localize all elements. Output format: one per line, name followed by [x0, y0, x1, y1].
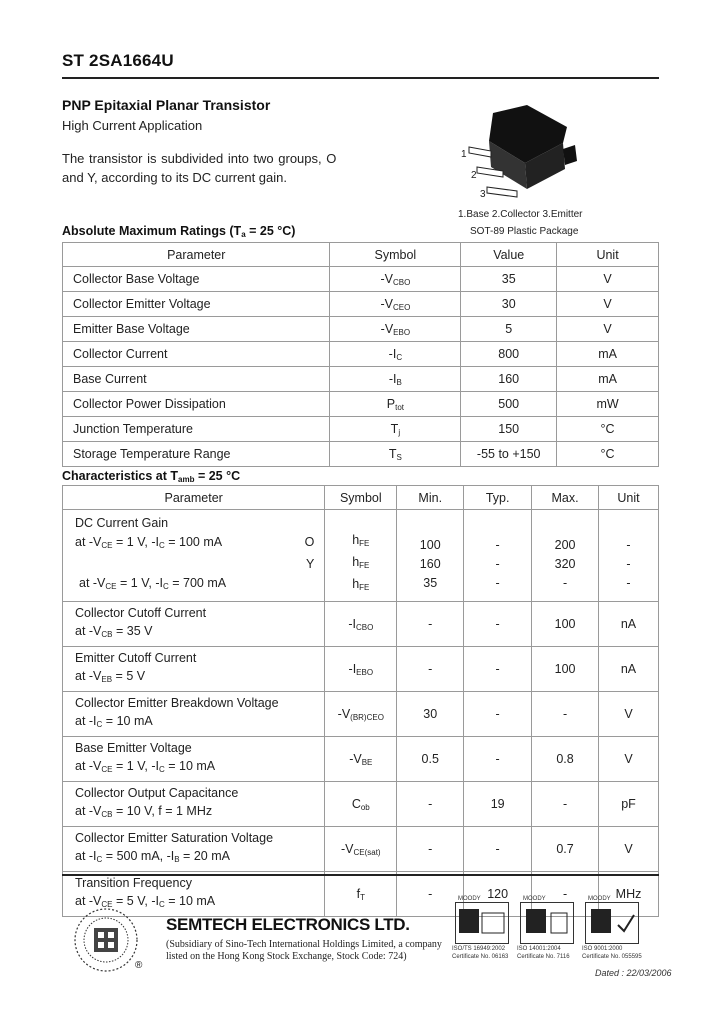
abs-max-row [63, 392, 659, 417]
chars-param-title: Base Emitter Voltage [75, 741, 192, 755]
chars-typ: 19 [464, 782, 532, 827]
chars-header-typ: Typ. [464, 486, 532, 510]
moody-logo-icon [586, 903, 638, 943]
symbol-sub: CBO [355, 622, 374, 632]
symbol-sub: C [396, 352, 403, 362]
dc-gain-max: 320 [554, 556, 576, 571]
abs-max-param: Collector Current [63, 342, 330, 367]
chars-typ: - [464, 692, 532, 737]
cert3-moody: MOODY [588, 896, 611, 902]
chars-header-unit: Unit [599, 486, 659, 510]
abs-max-header-parameter: Parameter [63, 243, 330, 267]
abs-max-value: 150 [461, 417, 557, 442]
symbol-main: -V [340, 841, 354, 856]
chars-max: - [532, 872, 599, 917]
cert-badge-iso9001 [585, 896, 639, 944]
chars-param-condition: at $-V_{EB} = 5$ V [75, 669, 146, 684]
chars-unit: V [599, 827, 659, 872]
abs-max-header-unit: Unit [557, 243, 659, 267]
chars-min: - [397, 872, 464, 917]
abs-max-row [63, 442, 659, 467]
symbol-main: -I [388, 346, 397, 361]
abs-max-symbol [330, 392, 461, 417]
cert-badge-ts16949 [455, 896, 509, 944]
moody-logo-icon [456, 903, 508, 943]
symbol-sub: S [396, 452, 402, 462]
company-subsidiary-line: (Subsidiary of Sino-Tech International Holdings Limited, a company [166, 939, 442, 950]
abs-max-unit: mW [557, 392, 659, 417]
symbol-main: f [356, 886, 361, 901]
chars-param-condition: at $-V_{CB} = 35$ V [75, 624, 153, 639]
symbol-sub: j [398, 427, 401, 437]
chars-max: - [532, 782, 599, 827]
chars-unit: MHz [599, 872, 659, 917]
symbol-sub: EBO [393, 327, 411, 337]
symbol-sub: BE [361, 757, 373, 767]
chars-typ: 120 [464, 872, 532, 917]
description-line-2: and Y, according to its DC current gain. [62, 170, 287, 185]
dc-gain-unit: - [626, 537, 631, 552]
footer-rule [62, 874, 659, 876]
abs-max-value: 500 [461, 392, 557, 417]
abs-max-param: Collector Power Dissipation [63, 392, 330, 417]
pins-legend: 1.Base 2.Collector 3.Emitter [458, 209, 583, 220]
chars-param-title: Transition Frequency [75, 876, 192, 890]
pin-3-label: 3 [480, 189, 486, 200]
chars-max: 100 [532, 602, 599, 647]
chars-symbol [325, 872, 397, 917]
chars-symbol [325, 602, 397, 647]
chars-max: 0.8 [532, 737, 599, 782]
chars-min: - [397, 782, 464, 827]
page-title: ST 2SA1664U [62, 51, 174, 70]
abs-max-header-symbol: Symbol [330, 243, 461, 267]
symbol-sub: T [360, 892, 365, 902]
product-heading: PNP Epitaxial Planar Transistor [62, 97, 271, 113]
abs-max-unit: °C [557, 417, 659, 442]
symbol-sub: CBO [392, 277, 411, 287]
dc-gain-max: - [562, 575, 568, 590]
dc-gain-min-cell [397, 510, 464, 602]
chars-param-condition: at $-V_{CE} = 1$ V, $-I_C = 10$ mA [75, 759, 216, 774]
application-text: High Current Application [62, 118, 203, 133]
abs-max-heading [62, 224, 295, 239]
chars-param-title: Collector Output Capacitance [75, 786, 239, 800]
abs-max-row [63, 367, 659, 392]
abs-max-unit: mA [557, 367, 659, 392]
chars-param-condition: at $-I_C = 10$ mA [75, 714, 153, 729]
abs-max-value: 35 [461, 267, 557, 292]
dc-gain-min: 35 [423, 575, 438, 590]
abs-max-value: 5 [461, 317, 557, 342]
company-listing-line: listed on the Hong Kong Stock Exchange, Stock Code: 724) [166, 951, 407, 962]
cert2-number: Certificate No. 7116 [517, 954, 570, 960]
dc-gain-typ: - [495, 575, 500, 590]
abs-max-value: -55 to +150 [461, 442, 557, 467]
cert1-moody: MOODY [458, 896, 481, 902]
abs-max-table [62, 242, 659, 467]
chars-unit: nA [599, 647, 659, 692]
chars-max: 100 [532, 647, 599, 692]
abs-max-param: Junction Temperature [63, 417, 330, 442]
symbol-main: -V [380, 296, 393, 311]
chars-param [63, 737, 325, 782]
abs-max-symbol [330, 317, 461, 342]
symbol-sub: CEO [392, 302, 411, 312]
abs-max-symbol [330, 367, 461, 392]
symbol-main: -V [337, 706, 351, 721]
symbol-sub: tot [395, 402, 404, 412]
chars-header-row [63, 486, 659, 510]
cert-badge-iso14001 [520, 896, 574, 944]
chars-param-condition: at $-V_{CE} = 5$ V, $-I_C = 10$ mA [75, 894, 216, 909]
chars-param-title: Collector Cutoff Current [75, 606, 207, 620]
symbol-main: -I [348, 616, 356, 631]
chars-header-max: Max. [532, 486, 599, 510]
dc-gain-min: 160 [419, 556, 441, 571]
dc-gain-group-y: Y [305, 556, 315, 571]
abs-max-row [63, 417, 659, 442]
dc-gain-min: 100 [419, 537, 441, 552]
dc-gain-cond-1: at $-V_{CE} = 1$ V, $-I_C = 100$ mA [75, 534, 223, 550]
chars-typ: - [464, 827, 532, 872]
chars-max: - [532, 692, 599, 737]
abs-max-unit: V [557, 267, 659, 292]
abs-max-value: 800 [461, 342, 557, 367]
symbol-main: T [390, 421, 399, 436]
chars-param [63, 602, 325, 647]
symbol-sub: B [396, 377, 402, 387]
chars-param-title: Collector Emitter Saturation Voltage [75, 831, 274, 845]
chars-row [63, 827, 659, 872]
dc-gain-max-cell [532, 510, 599, 602]
abs-max-param: Base Current [63, 367, 330, 392]
abs-max-unit: V [557, 317, 659, 342]
chars-row [63, 602, 659, 647]
cert2-moody: MOODY [523, 896, 546, 902]
abs-max-unit: °C [557, 442, 659, 467]
abs-max-value: 160 [461, 367, 557, 392]
chars-min: - [397, 827, 464, 872]
dc-gain-typ: - [495, 537, 500, 552]
chars-symbol [325, 692, 397, 737]
chars-heading [62, 469, 240, 484]
symbol-main: -V [349, 751, 362, 766]
abs-max-header-value: Value [461, 243, 557, 267]
symbol-main: -V [380, 271, 393, 286]
symbol-main: h [352, 533, 360, 547]
abs-max-param: Storage Temperature Range [63, 442, 330, 467]
abs-max-unit: V [557, 292, 659, 317]
dated-label: Dated : 22/03/2006 [595, 968, 672, 978]
abs-max-unit: mA [557, 342, 659, 367]
moody-logo-icon [521, 903, 573, 943]
chars-row-dc-gain [63, 510, 659, 602]
dc-gain-typ: - [495, 556, 500, 571]
chars-unit: V [599, 692, 659, 737]
symbol-main: -I [388, 371, 397, 386]
dc-gain-unit-cell [599, 510, 659, 602]
symbol-main: -V [380, 321, 394, 336]
cert3-standard: ISO 9001:2000 [582, 946, 623, 952]
chars-symbol [325, 647, 397, 692]
registered-mark: ® [135, 960, 143, 971]
chars-typ: - [464, 737, 532, 782]
chars-row [63, 782, 659, 827]
chars-param [63, 692, 325, 737]
abs-max-heading-sub: a [241, 230, 246, 239]
cert1-number: Certificate No. 06163 [452, 954, 509, 960]
chars-row [63, 647, 659, 692]
chars-header-parameter: Parameter [63, 486, 325, 510]
chars-param-title: Collector Emitter Breakdown Voltage [75, 696, 279, 710]
dc-gain-cond-2: at $-V_{CE} = 1$ V, $-I_C = 700$ mA [79, 575, 227, 591]
abs-max-symbol [330, 442, 461, 467]
sot89-package-icon [455, 105, 605, 215]
chars-row [63, 692, 659, 737]
symbol-sub: EBO [356, 667, 374, 677]
pin-2-label: 2 [471, 170, 477, 181]
dc-gain-group-o: O [304, 534, 315, 549]
chars-param [63, 782, 325, 827]
description-line-1: The transistor is subdivided into two groups, O [62, 151, 337, 166]
symbol-main: h [352, 555, 360, 569]
symbol-sub: FE [359, 561, 370, 570]
chars-min: 0.5 [397, 737, 464, 782]
abs-max-header-row [63, 243, 659, 267]
symbol-main: P [386, 396, 396, 411]
symbol-main: C [351, 796, 361, 811]
chars-unit: nA [599, 602, 659, 647]
chars-header-symbol: Symbol [325, 486, 397, 510]
dc-gain-unit: - [626, 575, 631, 590]
abs-max-heading-post: = 25 °C) [245, 224, 296, 238]
chars-unit: pF [599, 782, 659, 827]
symbol-sub: (BR)CEO [350, 712, 384, 722]
chars-symbol [325, 827, 397, 872]
abs-max-param: Collector Emitter Voltage [63, 292, 330, 317]
symbol-main: T [388, 446, 397, 461]
abs-max-symbol [330, 292, 461, 317]
abs-max-heading-pre: Absolute Maximum Ratings (T [62, 224, 242, 238]
symbol-sub: CE(sat) [353, 847, 381, 857]
abs-max-param: Collector Base Voltage [63, 267, 330, 292]
chars-header-min: Min. [397, 486, 464, 510]
chars-symbol [325, 737, 397, 782]
chars-unit: V [599, 737, 659, 782]
chars-heading-post: = 25 °C [194, 469, 241, 483]
symbol-sub: FE [359, 539, 370, 548]
abs-max-symbol [330, 417, 461, 442]
chars-param [63, 827, 325, 872]
pin-1-label: 1 [461, 149, 467, 160]
abs-max-param: Emitter Base Voltage [63, 317, 330, 342]
abs-max-row [63, 292, 659, 317]
abs-max-symbol [330, 342, 461, 367]
chars-param [63, 647, 325, 692]
chars-min: - [397, 647, 464, 692]
chars-heading-sub: amb [178, 475, 195, 484]
dc-gain-typ-cell [464, 510, 532, 602]
cert2-standard: ISO 14001:2004 [517, 946, 561, 952]
chars-min: - [397, 602, 464, 647]
chars-typ: - [464, 647, 532, 692]
title-rule [62, 77, 659, 79]
dc-gain-title: DC Current Gain [75, 515, 169, 530]
dc-gain-param [63, 510, 325, 602]
symbol-sub: FE [359, 583, 370, 592]
chars-param-condition: at $-V_{CB} = 10$ V, f = 1 MHz [75, 804, 213, 819]
chars-max: 0.7 [532, 827, 599, 872]
cert3-number: Certificate No. 055595 [582, 954, 642, 960]
chars-row [63, 737, 659, 782]
dc-gain-unit: - [626, 556, 631, 571]
semtech-globe-logo [72, 906, 143, 974]
abs-max-symbol [330, 267, 461, 292]
chars-min: 30 [397, 692, 464, 737]
company-name: SEMTECH ELECTRONICS LTD. [166, 915, 410, 934]
symbol-sub: ob [360, 802, 370, 812]
dc-gain-max: 200 [554, 537, 576, 552]
chars-heading-pre: Characteristics at T [62, 469, 179, 483]
package-name: SOT-89 Plastic Package [470, 226, 579, 237]
chars-param-title: Emitter Cutoff Current [75, 651, 197, 665]
chars-typ: - [464, 602, 532, 647]
abs-max-row [63, 317, 659, 342]
symbol-main: h [352, 577, 360, 591]
abs-max-row [63, 342, 659, 367]
characteristics-table [62, 485, 659, 917]
abs-max-row [63, 267, 659, 292]
abs-max-value: 30 [461, 292, 557, 317]
dc-gain-sym-cell [325, 510, 397, 602]
chars-symbol [325, 782, 397, 827]
cert1-standard: ISO/TS 16949:2002 [452, 946, 506, 952]
chars-param-condition: at $-I_C = 500$ mA, $-I_B = 20$ mA [75, 849, 230, 864]
symbol-main: -I [348, 661, 357, 676]
